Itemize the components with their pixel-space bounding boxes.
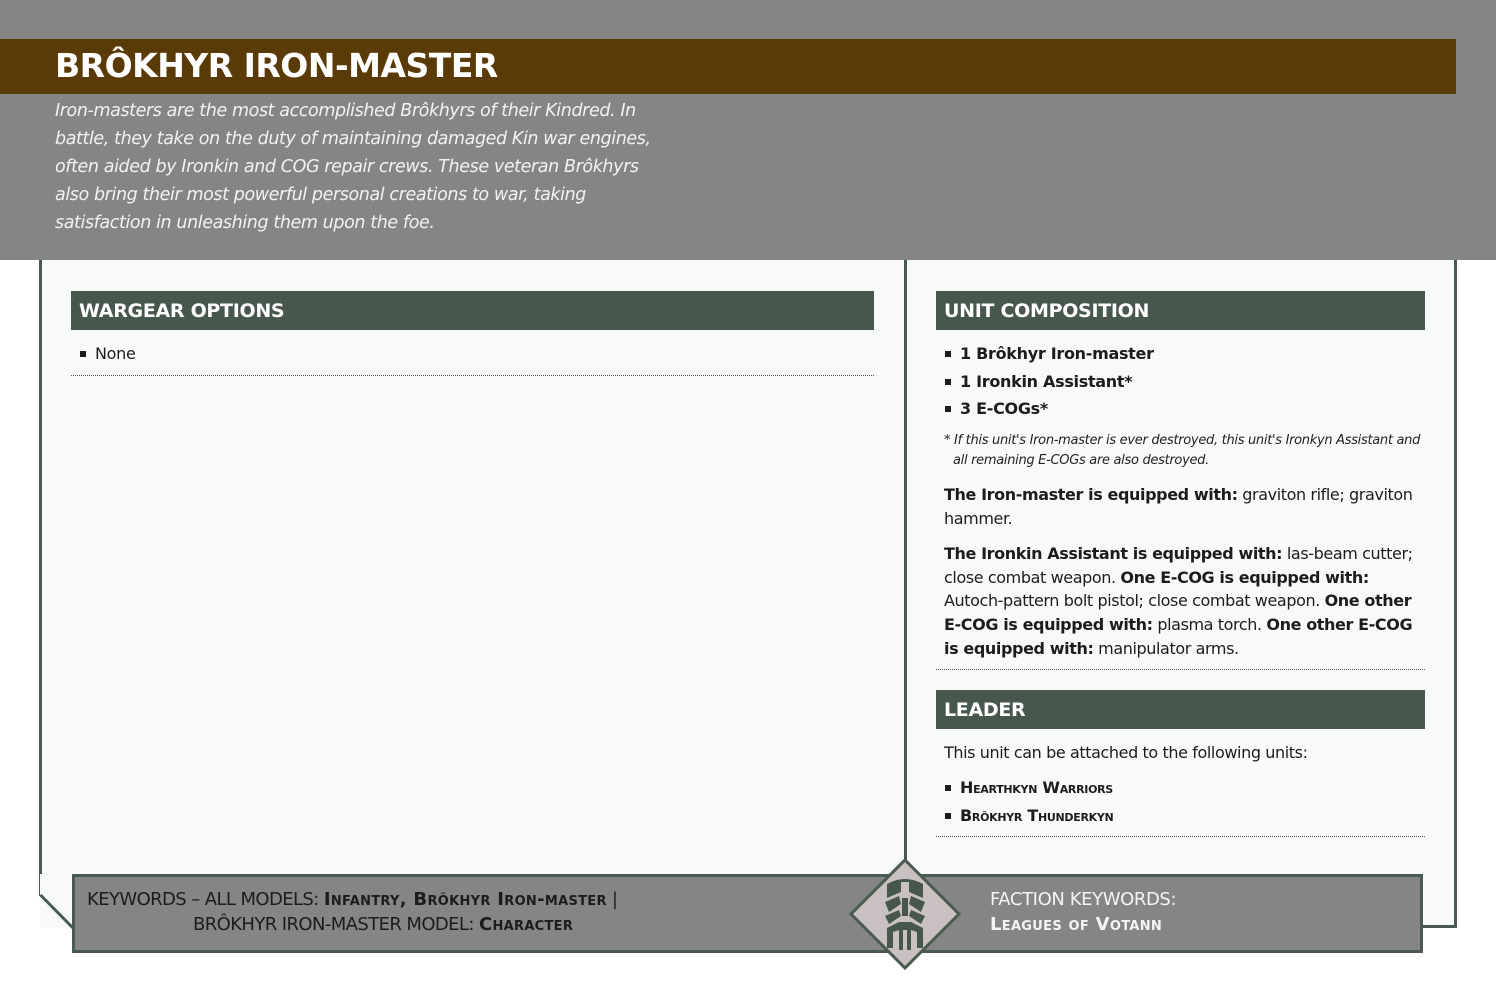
keywords-model-line: [87, 912, 667, 937]
ecog2-equipment-value: plasma torch.: [1152, 615, 1267, 635]
ecog3-equipment-value: manipulator arms.: [1093, 638, 1239, 658]
keywords-all-models-label: KEYWORDS – ALL MODELS:: [87, 889, 324, 910]
faction-keywords: [990, 887, 1176, 937]
keywords-model-label: BRÔKHYR IRON-MASTER MODEL:: [193, 914, 479, 935]
ecog1-equipment-label: One E-COG is equipped with:: [1120, 567, 1369, 587]
keywords-text: [87, 887, 667, 937]
ecog-equipment: [944, 542, 1414, 661]
keywords-separator: |: [606, 889, 618, 910]
ironmaster-equipment-value: graviton rifle; graviton hammer.: [944, 485, 1413, 528]
lore-text: Iron-masters are the most accomplished Brôkhyrs of their Kindred. In battle, they take on the duty of maintaining damaged Kin war engines, often aided by Ironkin and COG repair crews. These veteran Brôkhyrs also bring their most powerful personal creations to war, taking satisfaction in unleashing them upon the foe.: [55, 101, 651, 233]
wargear-option-item: None: [79, 340, 136, 368]
votann-emblem-icon: [849, 858, 961, 970]
card-border-left: [39, 260, 42, 896]
leader-intro: This unit can be attached to the following units:: [944, 743, 1308, 762]
ironmaster-equipment-label: The Iron-master is equipped with:: [944, 485, 1238, 504]
footnote-line-1: * If this unit's Iron-master is ever destroyed, this unit's Ironkyn Assistant and: [944, 433, 1421, 448]
assistant-equipment-label: The Ironkin Assistant is equipped with:: [944, 544, 1283, 563]
composition-footnote: [944, 431, 1424, 471]
wargear-options-list: [79, 340, 136, 368]
composition-divider: [936, 669, 1425, 670]
card-border-bottom-right: [1422, 925, 1457, 928]
leader-units-list: [944, 774, 1113, 829]
footnote-line-2: all remaining E-COGs are also destroyed.: [953, 453, 1209, 468]
composition-item: 1 Brôkhyr Iron-master: [944, 340, 1154, 368]
composition-item: 3 E-COGs*: [944, 395, 1154, 423]
unit-composition-list: [944, 340, 1154, 423]
keywords-model-values: Character: [478, 914, 574, 935]
leader-heading: LEADER: [936, 690, 1425, 729]
wargear-divider: [71, 375, 874, 376]
unit-composition-heading: UNIT COMPOSITION: [936, 291, 1425, 330]
ecog2-equipment-label: One other E-COG is equipped with:: [944, 591, 1412, 635]
faction-keywords-value: Leagues of Votann: [990, 914, 1163, 935]
wargear-options-heading: WARGEAR OPTIONS: [71, 291, 874, 330]
card-border-right: [1454, 260, 1457, 928]
leader-divider: [936, 836, 1425, 837]
column-divider: [904, 260, 907, 874]
ironmaster-equipment: [944, 483, 1419, 530]
leader-unit-item: Brôkhyr Thunderkyn: [944, 802, 1113, 830]
ecog1-equipment-value: Autoch-pattern bolt pistol; close combat weapon.: [944, 591, 1325, 611]
datasheet-title: BRÔKHYR IRON-MASTER: [55, 46, 498, 85]
ecog3-equipment-label: One other E-COG is equipped with:: [944, 615, 1413, 658]
faction-keywords-label: FACTION KEYWORDS:: [990, 889, 1177, 910]
leader-unit-item: Hearthkyn Warriors: [944, 774, 1113, 802]
composition-item: 1 Ironkin Assistant*: [944, 368, 1154, 396]
assistant-equipment-value: las-beam cutter; close combat weapon.: [944, 544, 1413, 587]
keywords-all-models-values: Infantry, Brôkhyr Iron-master: [323, 889, 607, 910]
